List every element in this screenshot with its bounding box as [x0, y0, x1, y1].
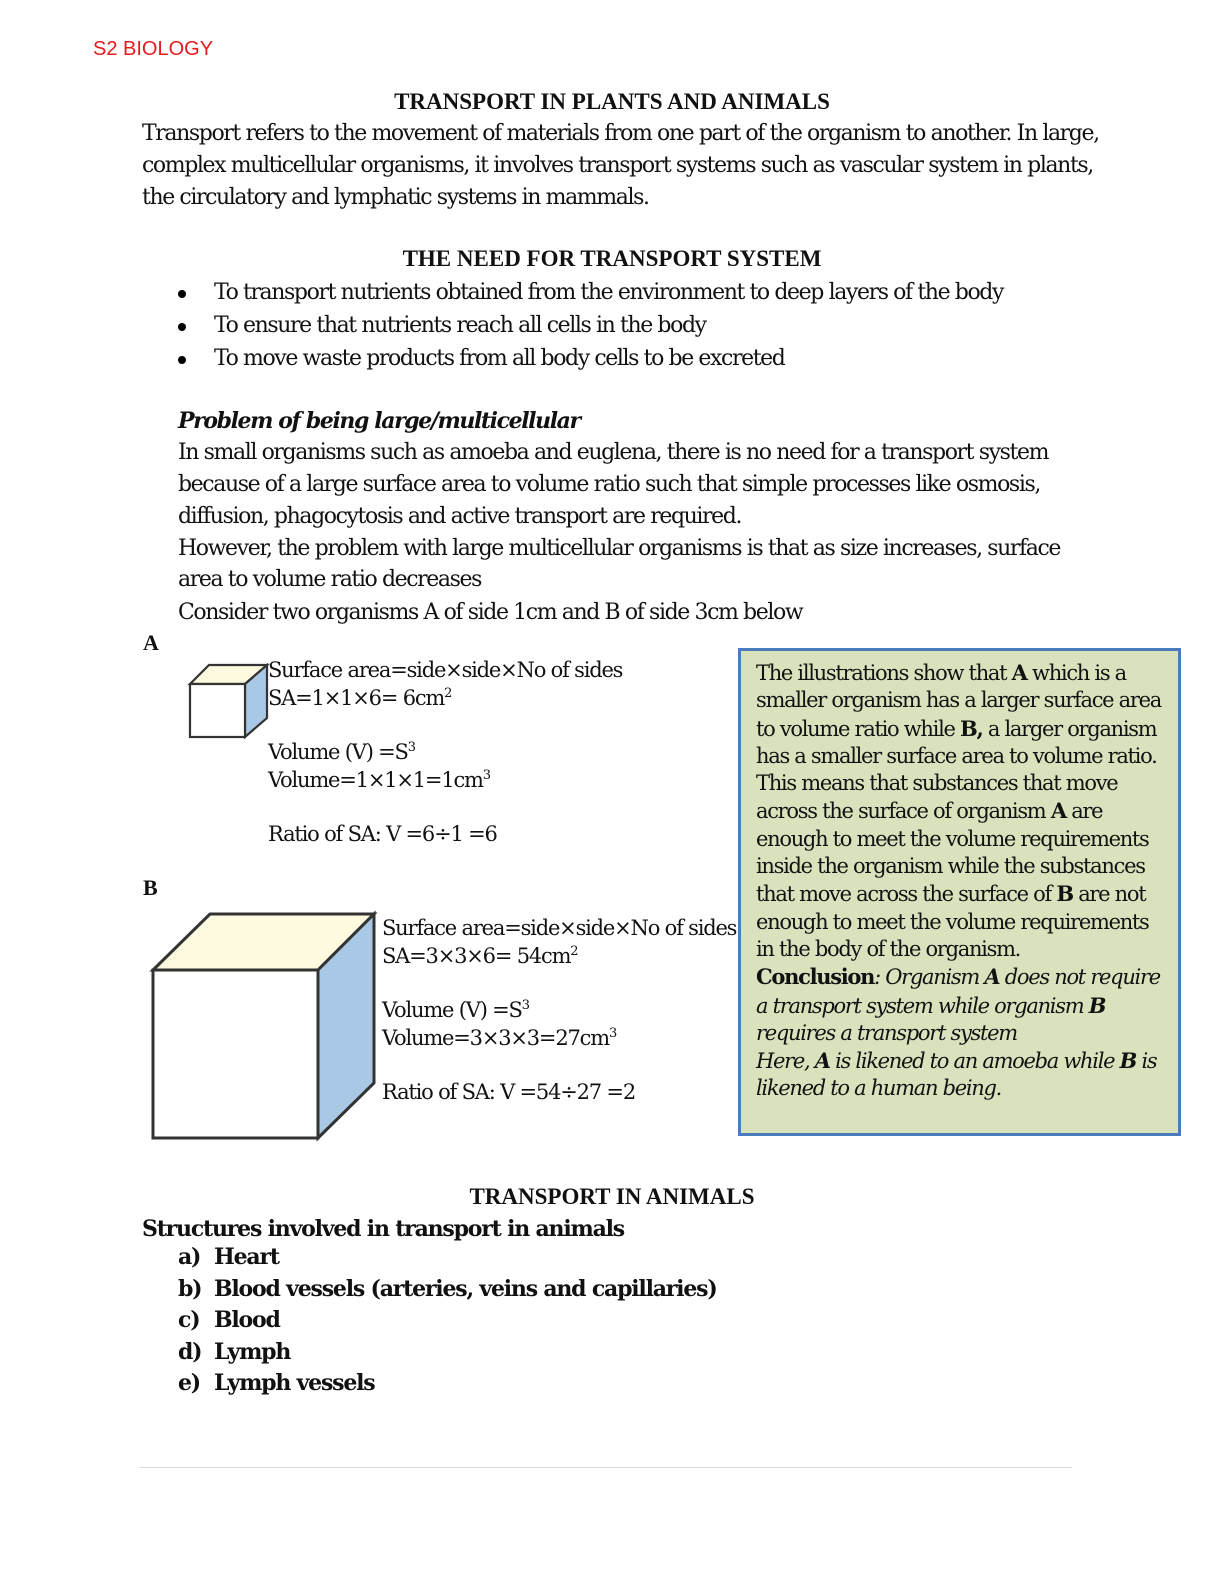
explanation-box: [738, 648, 1181, 1136]
likened-paragraph: Here, A is likened to an amoeba while B is likened to a human being.: [756, 1048, 1157, 1101]
problem-line: diffusion, phagocytosis and active transport are required.: [178, 504, 742, 529]
large-cube-illustration: [148, 910, 380, 1144]
list-item: To move waste products from all body cells to be excreted: [178, 343, 1003, 376]
need-bullet-list: [178, 277, 1003, 376]
bullet-icon: [178, 323, 186, 331]
intro-line: Transport refers to the movement of materials from one part of the organism to another. In large,: [142, 121, 1099, 146]
structures-list: [178, 1244, 717, 1402]
organism-b-label: B: [143, 875, 158, 900]
sa-calc: $SA=1\times 1\times 6= 6cm^2$: [268, 686, 453, 710]
cube-front-face: [153, 970, 318, 1138]
volume-formula: Volume $(V) =S^3$: [268, 740, 417, 764]
volume-calc: $Volume=3\times 3\times 3=27cm^3$: [382, 1026, 618, 1050]
list-item: d) Lymph: [178, 1338, 291, 1365]
footer-divider: [140, 1467, 1072, 1468]
problem-line: area to volume ratio decreases: [178, 567, 482, 592]
problem-line: Consider two organisms A of side 1cm and B of side 3cm below: [178, 600, 803, 625]
problem-line: However, the problem with large multicellular organisms is that as size increases, surface: [178, 536, 1061, 561]
explanation-paragraph: The illustrations show that A which is a smaller organism has a larger surface area to volume ratio while B, a larger organism has a smaller surface area to volume ratio.: [756, 660, 1161, 768]
animals-heading: TRANSPORT IN ANIMALS: [469, 1184, 755, 1209]
list-item: To ensure that nutrients reach all cells in the body: [178, 310, 1003, 343]
list-item: a) Heart: [178, 1244, 279, 1270]
header-subject-tag: S2 BIOLOGY: [93, 38, 214, 60]
volume-formula: Volume $(V) =S^3$: [382, 998, 531, 1022]
volume-calc: $Volume=1\times 1\times 1=1cm^3$: [268, 768, 492, 792]
list-item: c) Blood: [178, 1307, 280, 1333]
structures-heading: Structures involved in transport in animals: [142, 1216, 624, 1242]
sa-calc: $SA=3\times 3\times 6= 54cm^2$: [382, 944, 579, 968]
conclusion-paragraph: Conclusion: Organism A does not require a transport system while organism B requires a transport system: [756, 964, 1160, 1045]
sa-formula: Surface area=side×side×No of sides: [268, 658, 623, 682]
bullet-icon: [178, 356, 186, 364]
need-heading: THE NEED FOR TRANSPORT SYSTEM: [402, 246, 822, 271]
intro-line: the circulatory and lymphatic systems in mammals.: [142, 185, 649, 210]
problem-line: In small organisms such as amoeba and euglena, there is no need for a transport system: [178, 440, 1049, 465]
organism-a-calculations: [268, 656, 622, 848]
ratio: Ratio of SA: V =6÷1 =6: [268, 822, 497, 846]
small-cube-illustration: [185, 660, 270, 740]
list-item: b) Blood vessels (arteries, veins and capillaries): [178, 1275, 717, 1302]
bullet-icon: [178, 290, 186, 298]
ratio: Ratio of SA: V =54÷27 =2: [382, 1080, 635, 1104]
organism-a-label: A: [143, 630, 159, 655]
problem-section: [178, 405, 1060, 629]
organism-b-calculations: [382, 914, 736, 1106]
problem-heading: Problem of being large/multicellular: [178, 408, 580, 434]
problem-line: because of a large surface area to volume ratio such that simple processes like osmosis,: [178, 472, 1040, 497]
explanation-paragraph: This means that substances that move across the surface of organism A are enough to meet the volume requirements inside the organism while the substances that move across the surface of B are not enough to meet the volume requirements in the body of the organism.: [756, 771, 1149, 961]
list-item: e) Lymph vessels: [178, 1370, 375, 1396]
cube-front-face: [190, 684, 245, 737]
list-item: To transport nutrients obtained from the environment to deep layers of the body: [178, 277, 1003, 310]
sa-formula: Surface area=side×side×No of sides: [382, 916, 737, 940]
intro-paragraph: [142, 118, 1099, 214]
intro-line: complex multicellular organisms, it involves transport systems such as vascular system in plants,: [142, 153, 1093, 178]
page-title: TRANSPORT IN PLANTS AND ANIMALS: [394, 89, 830, 114]
